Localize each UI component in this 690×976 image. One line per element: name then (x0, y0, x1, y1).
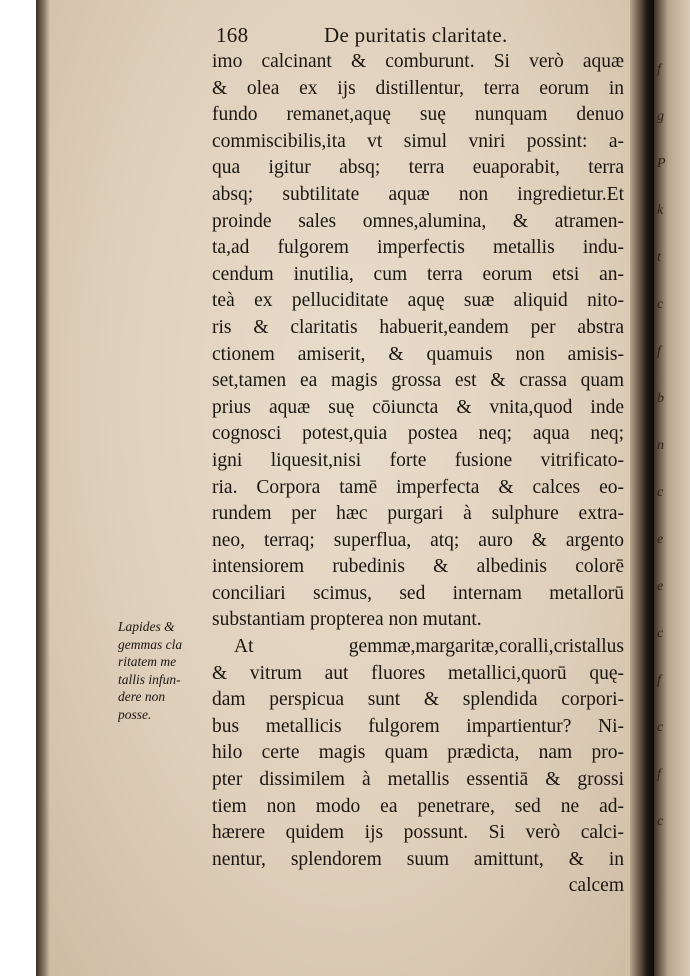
text-line: substantiam propterea non mutant. (212, 609, 482, 631)
text-line: imo calcinant & comburunt. Si verò aquæ (212, 51, 624, 72)
text-line: At gemmæ,margaritæ,coralli,cristallus (234, 636, 624, 658)
text-line: fundo remanet,aquę suę nunquam denuo (212, 104, 624, 126)
marginal-note-line: dere non (118, 689, 166, 705)
text-line: & olea ex ijs distillentur, terra eorum in (212, 77, 624, 99)
marginal-note-line: ritatem me (118, 654, 177, 670)
text-line: conciliari scimus, sed internam metallorū (212, 582, 624, 604)
text-line: qua igitur absq; terra euaporabit, terra (212, 157, 624, 179)
text-line: nentur, splendorem suum amittunt, & in (212, 848, 624, 870)
facing-page-letter: f (657, 344, 661, 359)
facing-page-letter: k (657, 203, 664, 218)
text-line: hærere quidem ijs possunt. Si verò calci- (212, 822, 624, 844)
marginal-note-line: tallis infun- (118, 671, 181, 687)
text-line: cendum inutilia, cum terra eorum etsi an- (212, 263, 624, 285)
facing-page-letter: P (657, 156, 666, 171)
text-line: igni liquesit,nisi forte fusione vitrificato- (212, 449, 624, 471)
facing-page-letter: e (657, 579, 664, 594)
text-line: ria. Corpora tamē imperfecta & calces eo- (212, 476, 624, 498)
facing-page-letter: c (657, 720, 664, 735)
text-line: neo, terraq; superflua, atq; auro & argento (212, 529, 624, 551)
text-line: set,tamen ea magis grossa est & crassa quam (212, 370, 624, 392)
text-line: ris & claritatis habuerit,eandem per abstra (212, 316, 624, 338)
facing-page-letter: f (657, 62, 661, 77)
facing-page-letter: g (657, 109, 664, 124)
text-line: cognosci potest,quia postea neq; aqua neq; (212, 423, 624, 445)
facing-page-letter: c (657, 297, 664, 312)
facing-page-letter: t (657, 250, 661, 265)
marginal-note (118, 618, 210, 724)
text-line: teà ex pelluciditate aquę suæ aliquid nito- (212, 290, 624, 312)
marginal-note-line: Lapides & (118, 619, 175, 634)
text-line: calcem (568, 875, 624, 897)
text-line: proinde sales omnes,alumina, & atramen- (212, 210, 624, 232)
marginal-note-line: posse. (118, 706, 152, 722)
text-line: hilo certe magis quam prædicta, nam pro- (212, 742, 624, 764)
page-number: 168 (216, 23, 249, 47)
facing-page-letter: e (657, 532, 664, 547)
left-edge-shadow (36, 0, 50, 976)
binding-gutter (630, 0, 654, 976)
facing-page-letter: n (657, 438, 664, 453)
marginal-note-line: gemmas cla (118, 636, 183, 652)
running-title: De puritatis claritate. (324, 23, 508, 47)
text-line: prius aquæ suę cōiuncta & vnita,quod inde (212, 396, 624, 418)
text-line: absq; subtilitate aquæ non ingredietur.Et (212, 183, 624, 205)
facing-page-letter: b (657, 391, 664, 406)
text-line: rundem per hæc purgari à sulphure extra- (212, 503, 624, 525)
text-line: bus metallicis fulgorem impartientur? Ni- (212, 715, 624, 737)
text-line: intensiorem rubedinis & albedinis colorē (212, 556, 624, 578)
facing-page-letter: c (657, 626, 664, 641)
text-line: dam perspicua sunt & splendida corpori- (212, 689, 624, 711)
text-line: ctionem amiserit, & quamuis non amisis- (212, 343, 624, 365)
facing-page-letter: f (657, 767, 661, 782)
facing-page-letter: c (657, 814, 664, 829)
running-header (216, 23, 546, 49)
facing-page-letter: c (657, 485, 664, 500)
text-line: & vitrum aut fluores metallici,quorū quę- (212, 662, 624, 684)
text-line: pter dissimilem à metallis essentiā & grossi (212, 769, 624, 791)
text-line: commiscibilis,ita vt simul vniri possint: a- (212, 130, 624, 152)
text-line: tiem non modo ea penetrare, sed ne ad- (212, 795, 624, 817)
facing-page-letter: f (657, 673, 661, 688)
body-text (212, 49, 624, 900)
text-line: ta,ad fulgorem imperfectis metallis indu- (212, 237, 624, 259)
